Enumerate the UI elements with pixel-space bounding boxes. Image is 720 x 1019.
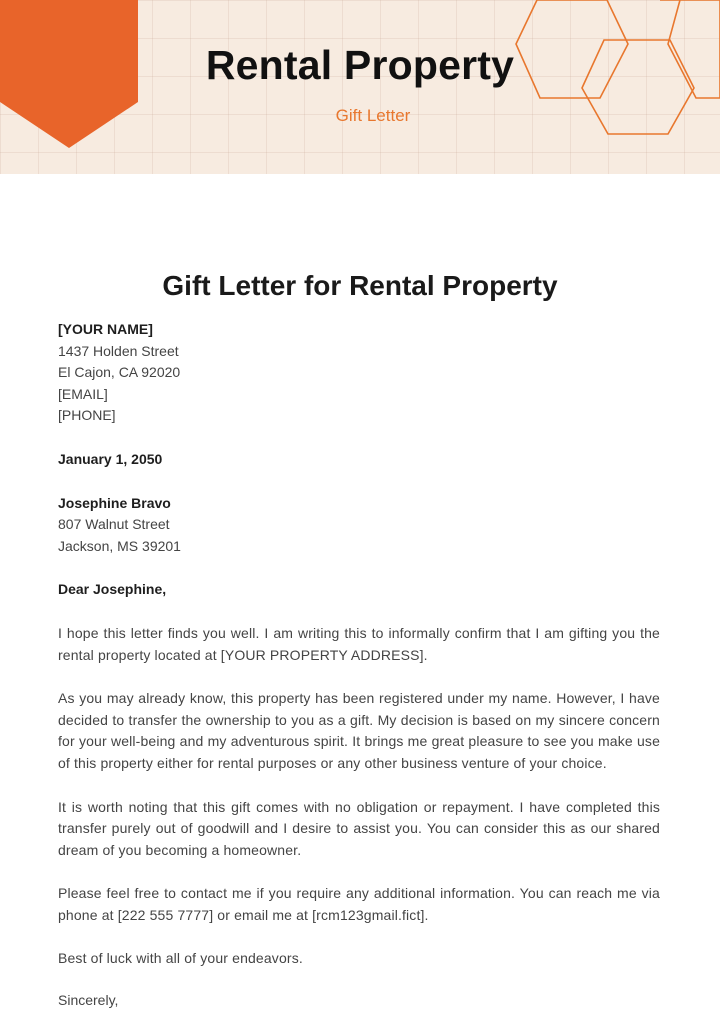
- header-title: Rental Property: [205, 42, 515, 88]
- recipient-block: [58, 493, 660, 558]
- paragraph-contact: Please feel free to contact me if you require any additional information. You can reach me via phone at [222 555 7777] or email me at [rcm123gmail.fict].: [58, 885, 660, 923]
- recipient-city: Jackson, MS 39201: [58, 537, 181, 554]
- sender-phone: [PHONE]: [58, 407, 116, 424]
- paragraph-transfer: As you may already know, this property has been registered under my name. However, I have decided to transfer the ownership to you as a gift. My decision is based on my sincere concern for your well-being and my adventurous spirit. It brings me great pleasure to see you make use of this property either for rental purposes or any other business venture of your choice.: [58, 690, 660, 771]
- letter-body: [58, 319, 660, 1012]
- header-banner: [0, 0, 720, 174]
- sender-block: [58, 319, 660, 427]
- sender-street: 1437 Holden Street: [58, 342, 179, 359]
- document-title: Gift Letter for Rental Property: [162, 270, 558, 301]
- paragraph-intro: I hope this letter finds you well. I am writing this to informally confirm that I am gifting you the rental property located at [YOUR PROPERTY ADDRESS].: [58, 624, 660, 663]
- closing: Sincerely,: [58, 992, 119, 1009]
- letter-date: January 1, 2050: [58, 450, 163, 467]
- salutation: Dear Josephine,: [58, 581, 167, 598]
- recipient-name: Josephine Bravo: [58, 494, 171, 511]
- sender-email: [EMAIL]: [58, 385, 108, 402]
- paragraph-no-obligation: It is worth noting that this gift comes with no obligation or repayment. I have completed this transfer purely out of goodwill and I desire to assist you. You can consider this as our shared dream of you becoming a homeowner.: [58, 798, 660, 858]
- paragraph-best-wishes: Best of luck with all of your endeavors.: [58, 950, 303, 967]
- sender-name: [YOUR NAME]: [58, 321, 153, 337]
- header-subtitle: Gift Letter: [335, 106, 411, 125]
- recipient-street: 807 Walnut Street: [58, 516, 170, 533]
- sender-city: El Cajon, CA 92020: [58, 364, 181, 381]
